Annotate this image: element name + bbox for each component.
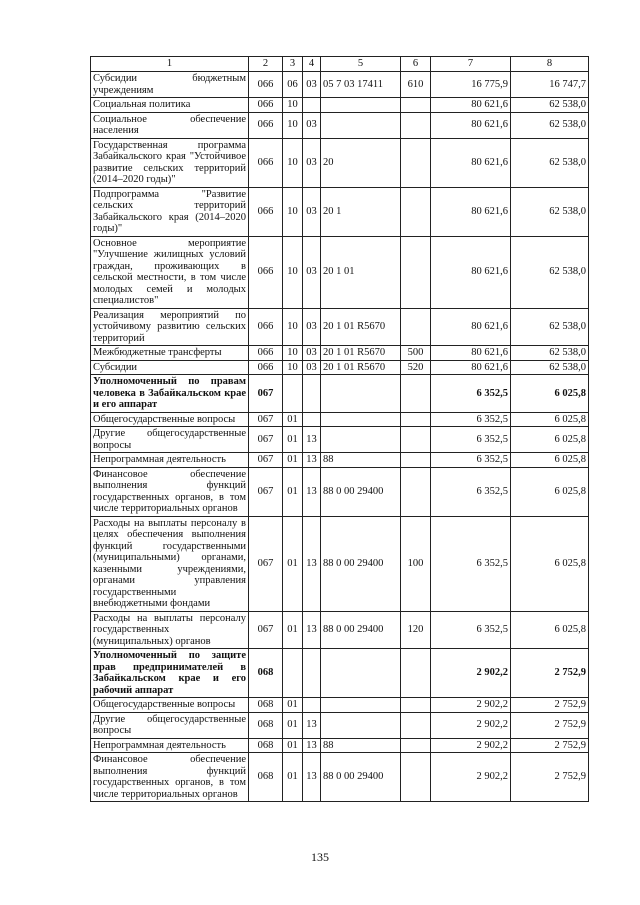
row-section: 01 xyxy=(283,753,303,802)
row-target-article: 88 0 00 29400 xyxy=(321,467,401,516)
row-target-article: 20 1 xyxy=(321,187,401,236)
row-amount-approved: 2 902,2 xyxy=(431,698,511,713)
row-ministry-code: 066 xyxy=(249,236,283,308)
row-section: 10 xyxy=(283,236,303,308)
row-subsection: 03 xyxy=(303,112,321,138)
row-expense-type xyxy=(401,467,431,516)
row-amount-executed: 62 538,0 xyxy=(511,112,589,138)
row-subsection: 03 xyxy=(303,138,321,187)
row-section: 10 xyxy=(283,346,303,361)
row-subsection: 03 xyxy=(303,308,321,346)
row-name: Социальное обеспечение населения xyxy=(91,112,249,138)
row-expense-type xyxy=(401,98,431,113)
column-header: 2 xyxy=(249,57,283,72)
table-row xyxy=(91,375,589,413)
row-expense-type xyxy=(401,412,431,427)
table-row xyxy=(91,346,589,361)
table-row xyxy=(91,453,589,468)
row-target-article: 88 0 00 29400 xyxy=(321,611,401,649)
row-target-article: 88 xyxy=(321,738,401,753)
row-amount-approved: 80 621,6 xyxy=(431,138,511,187)
row-amount-approved: 80 621,6 xyxy=(431,308,511,346)
row-ministry-code: 068 xyxy=(249,738,283,753)
row-ministry-code: 067 xyxy=(249,611,283,649)
row-subsection: 13 xyxy=(303,453,321,468)
row-amount-executed: 2 752,9 xyxy=(511,712,589,738)
table-row xyxy=(91,611,589,649)
row-expense-type xyxy=(401,308,431,346)
column-header: 1 xyxy=(91,57,249,72)
row-amount-approved: 6 352,5 xyxy=(431,467,511,516)
page-number: 135 xyxy=(311,850,329,864)
row-expense-type xyxy=(401,738,431,753)
row-target-article: 05 7 03 17411 xyxy=(321,72,401,98)
row-subsection: 13 xyxy=(303,712,321,738)
row-target-article xyxy=(321,698,401,713)
row-section: 10 xyxy=(283,112,303,138)
row-amount-approved: 80 621,6 xyxy=(431,187,511,236)
row-name: Социальная политика xyxy=(91,98,249,113)
row-ministry-code: 066 xyxy=(249,308,283,346)
row-subsection: 13 xyxy=(303,738,321,753)
row-subsection xyxy=(303,649,321,698)
row-expense-type xyxy=(401,187,431,236)
column-header: 8 xyxy=(511,57,589,72)
row-section: 01 xyxy=(283,712,303,738)
row-amount-approved: 80 621,6 xyxy=(431,346,511,361)
row-ministry-code: 066 xyxy=(249,187,283,236)
column-header: 7 xyxy=(431,57,511,72)
row-target-article: 20 1 01 R5670 xyxy=(321,346,401,361)
row-amount-approved: 6 352,5 xyxy=(431,427,511,453)
table-row xyxy=(91,138,589,187)
row-expense-type xyxy=(401,453,431,468)
table-row xyxy=(91,516,589,611)
row-section: 01 xyxy=(283,611,303,649)
row-amount-executed: 2 752,9 xyxy=(511,753,589,802)
row-target-article: 20 1 01 R5670 xyxy=(321,360,401,375)
column-header: 4 xyxy=(303,57,321,72)
row-name: Другие общегосударственные вопросы xyxy=(91,712,249,738)
row-expense-type xyxy=(401,753,431,802)
row-section: 01 xyxy=(283,453,303,468)
row-amount-executed: 62 538,0 xyxy=(511,360,589,375)
table-row xyxy=(91,236,589,308)
row-amount-approved: 2 902,2 xyxy=(431,712,511,738)
row-amount-executed: 62 538,0 xyxy=(511,138,589,187)
table-row xyxy=(91,738,589,753)
row-section: 06 xyxy=(283,72,303,98)
row-amount-executed: 2 752,9 xyxy=(511,738,589,753)
row-subsection: 13 xyxy=(303,427,321,453)
row-section: 01 xyxy=(283,516,303,611)
row-amount-executed: 62 538,0 xyxy=(511,308,589,346)
row-subsection: 13 xyxy=(303,611,321,649)
column-header: 5 xyxy=(321,57,401,72)
row-ministry-code: 066 xyxy=(249,72,283,98)
row-subsection: 03 xyxy=(303,236,321,308)
row-amount-executed: 2 752,9 xyxy=(511,698,589,713)
row-ministry-code: 066 xyxy=(249,360,283,375)
row-name: Реализация мероприятий по устойчивому развитию сельских территорий xyxy=(91,308,249,346)
row-amount-executed: 2 752,9 xyxy=(511,649,589,698)
row-target-article: 88 0 00 29400 xyxy=(321,516,401,611)
row-name: Уполномоченный по правам человека в Забайкальском крае и его аппарат xyxy=(91,375,249,413)
row-subsection xyxy=(303,412,321,427)
row-name: Субсидии xyxy=(91,360,249,375)
table-row xyxy=(91,467,589,516)
row-subsection: 13 xyxy=(303,753,321,802)
row-ministry-code: 067 xyxy=(249,453,283,468)
table-row xyxy=(91,753,589,802)
row-amount-approved: 80 621,6 xyxy=(431,98,511,113)
row-section: 01 xyxy=(283,738,303,753)
row-name: Расходы на выплаты персоналу в целях обеспечения выполнения функций государственными (муниципальными) органами, казенными учреждениями, органами управления государственными внебюджетными фондами xyxy=(91,516,249,611)
table-row xyxy=(91,72,589,98)
row-amount-executed: 62 538,0 xyxy=(511,187,589,236)
row-ministry-code: 067 xyxy=(249,516,283,611)
table-row xyxy=(91,412,589,427)
table-row xyxy=(91,649,589,698)
row-target-article: 20 1 01 R5670 xyxy=(321,308,401,346)
row-name: Финансовое обеспечение выполнения функций государственных органов, в том числе территориальных органов xyxy=(91,753,249,802)
row-expense-type xyxy=(401,138,431,187)
row-ministry-code: 068 xyxy=(249,649,283,698)
table-row xyxy=(91,698,589,713)
row-ministry-code: 067 xyxy=(249,375,283,413)
column-header: 6 xyxy=(401,57,431,72)
row-amount-approved: 6 352,5 xyxy=(431,412,511,427)
row-ministry-code: 066 xyxy=(249,346,283,361)
row-target-article: 88 0 00 29400 xyxy=(321,753,401,802)
row-subsection: 03 xyxy=(303,187,321,236)
row-amount-approved: 6 352,5 xyxy=(431,375,511,413)
row-name: Другие общегосударственные вопросы xyxy=(91,427,249,453)
row-target-article: 20 xyxy=(321,138,401,187)
row-name: Подпрограмма "Развитие сельских территорий Забайкальского края (2014–2020 годы)" xyxy=(91,187,249,236)
row-expense-type: 100 xyxy=(401,516,431,611)
row-name: Непрограммная деятельность xyxy=(91,453,249,468)
row-target-article xyxy=(321,649,401,698)
row-amount-executed: 6 025,8 xyxy=(511,611,589,649)
row-ministry-code: 066 xyxy=(249,138,283,187)
row-expense-type: 610 xyxy=(401,72,431,98)
row-amount-executed: 16 747,7 xyxy=(511,72,589,98)
row-amount-executed: 6 025,8 xyxy=(511,453,589,468)
row-target-article xyxy=(321,98,401,113)
row-ministry-code: 068 xyxy=(249,753,283,802)
budget-table xyxy=(90,56,589,802)
row-ministry-code: 068 xyxy=(249,712,283,738)
row-amount-executed: 62 538,0 xyxy=(511,346,589,361)
row-target-article xyxy=(321,375,401,413)
row-subsection xyxy=(303,698,321,713)
row-target-article xyxy=(321,112,401,138)
table-row xyxy=(91,427,589,453)
row-ministry-code: 067 xyxy=(249,467,283,516)
row-name: Расходы на выплаты персоналу государственных (муниципальных) органов xyxy=(91,611,249,649)
row-amount-approved: 80 621,6 xyxy=(431,112,511,138)
row-section: 10 xyxy=(283,138,303,187)
row-subsection: 03 xyxy=(303,346,321,361)
table-row xyxy=(91,98,589,113)
row-subsection: 13 xyxy=(303,516,321,611)
row-ministry-code: 066 xyxy=(249,98,283,113)
header-row xyxy=(91,57,589,72)
table-row xyxy=(91,187,589,236)
row-subsection: 03 xyxy=(303,360,321,375)
row-expense-type xyxy=(401,112,431,138)
row-amount-executed: 6 025,8 xyxy=(511,516,589,611)
table-row xyxy=(91,308,589,346)
row-section xyxy=(283,649,303,698)
row-amount-approved: 6 352,5 xyxy=(431,516,511,611)
row-ministry-code: 067 xyxy=(249,427,283,453)
row-section: 10 xyxy=(283,360,303,375)
row-target-article: 20 1 01 xyxy=(321,236,401,308)
row-name: Общегосударственные вопросы xyxy=(91,412,249,427)
table-row xyxy=(91,360,589,375)
row-section: 10 xyxy=(283,98,303,113)
row-section: 01 xyxy=(283,698,303,713)
row-subsection xyxy=(303,375,321,413)
row-subsection: 13 xyxy=(303,467,321,516)
row-expense-type xyxy=(401,375,431,413)
row-amount-approved: 16 775,9 xyxy=(431,72,511,98)
row-section xyxy=(283,375,303,413)
row-amount-approved: 6 352,5 xyxy=(431,611,511,649)
row-expense-type xyxy=(401,712,431,738)
row-name: Государственная программа Забайкальского края "Устойчивое развитие сельских территорий (2014–2020 годы)" xyxy=(91,138,249,187)
table-row xyxy=(91,712,589,738)
row-expense-type: 120 xyxy=(401,611,431,649)
row-expense-type xyxy=(401,427,431,453)
row-section: 10 xyxy=(283,308,303,346)
row-amount-approved: 80 621,6 xyxy=(431,360,511,375)
row-amount-approved: 2 902,2 xyxy=(431,649,511,698)
row-name: Субсидии бюджетным учреждениям xyxy=(91,72,249,98)
row-amount-approved: 2 902,2 xyxy=(431,738,511,753)
row-target-article xyxy=(321,412,401,427)
row-amount-executed: 6 025,8 xyxy=(511,375,589,413)
row-expense-type xyxy=(401,649,431,698)
row-ministry-code: 068 xyxy=(249,698,283,713)
row-amount-approved: 80 621,6 xyxy=(431,236,511,308)
table-body xyxy=(91,72,589,802)
row-section: 10 xyxy=(283,187,303,236)
row-amount-executed: 6 025,8 xyxy=(511,427,589,453)
row-name: Уполномоченный по защите прав предпринимателей в Забайкальском крае и его рабочий аппарат xyxy=(91,649,249,698)
row-section: 01 xyxy=(283,467,303,516)
row-expense-type: 520 xyxy=(401,360,431,375)
row-ministry-code: 066 xyxy=(249,112,283,138)
row-ministry-code: 067 xyxy=(249,412,283,427)
row-name: Финансовое обеспечение выполнения функций государственных органов, в том числе территориальных органов xyxy=(91,467,249,516)
row-amount-executed: 62 538,0 xyxy=(511,98,589,113)
row-amount-approved: 6 352,5 xyxy=(431,453,511,468)
row-amount-executed: 6 025,8 xyxy=(511,467,589,516)
row-target-article xyxy=(321,712,401,738)
row-expense-type xyxy=(401,698,431,713)
row-subsection: 03 xyxy=(303,72,321,98)
row-expense-type xyxy=(401,236,431,308)
row-section: 01 xyxy=(283,427,303,453)
row-name: Непрограммная деятельность xyxy=(91,738,249,753)
row-subsection xyxy=(303,98,321,113)
row-target-article: 88 xyxy=(321,453,401,468)
row-amount-approved: 2 902,2 xyxy=(431,753,511,802)
row-section: 01 xyxy=(283,412,303,427)
column-header: 3 xyxy=(283,57,303,72)
row-target-article xyxy=(321,427,401,453)
row-name: Межбюджетные трансферты xyxy=(91,346,249,361)
row-amount-executed: 6 025,8 xyxy=(511,412,589,427)
row-amount-executed: 62 538,0 xyxy=(511,236,589,308)
table-row xyxy=(91,112,589,138)
row-expense-type: 500 xyxy=(401,346,431,361)
row-name: Основное мероприятие "Улучшение жилищных условий граждан, проживающих в сельской местности, в том числе молодых семей и молодых специалистов" xyxy=(91,236,249,308)
row-name: Общегосударственные вопросы xyxy=(91,698,249,713)
